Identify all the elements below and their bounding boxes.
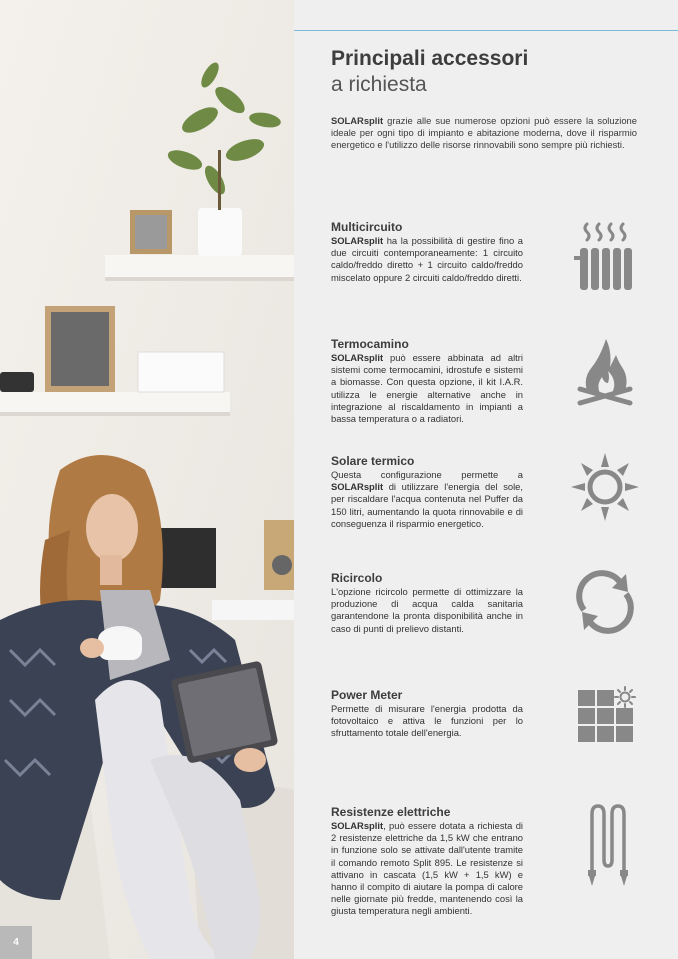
section-title: Resistenze elettriche [331, 805, 451, 819]
fireplace-icon [570, 333, 640, 413]
section-multicircuito [331, 220, 523, 284]
section-solare-termico [331, 454, 523, 530]
section-resistenze-elettriche [331, 805, 523, 918]
section-termocamino [331, 337, 523, 425]
page-number: 4 [0, 926, 32, 959]
intro-paragraph: SOLARsplit grazie alle sue numerose opzioni può essere la soluzione ideale per ogni tipo di impianto e abitazione moderna, dove il risparmio energetico e l'utilizzo delle risorse rinnovabili sono sempre più richiesti. [331, 115, 637, 151]
section-title: Termocamino [331, 337, 409, 351]
sun-icon [570, 447, 640, 527]
content-column [294, 0, 678, 959]
page-title [331, 46, 528, 98]
page-title-line2: a richiesta [331, 73, 427, 96]
section-text: SOLARsplit può essere abbinata ad altri sistemi come termocamini, idrostufe e sistemi a biomasse. Con questa opzione, il kit I.A.R. utilizza le energie alternative anche in integrazione al riscaldamento in impianti a bassa temperatura o a radiatori. [331, 352, 523, 425]
section-title: Multicircuito [331, 220, 403, 234]
radiator-icon [570, 218, 640, 298]
solar-panel-icon [570, 680, 640, 760]
recirculation-icon [570, 562, 640, 642]
heating-element-icon [570, 800, 640, 890]
section-text: L'opzione ricircolo permette di ottimizzare la produzione di acqua calda sanitaria garantendone la pronta disponibilità anche in caso di punti di prelievo distanti. [331, 586, 523, 634]
section-text: Questa configurazione permette a SOLARsplit di utilizzare l'energia del sole, per riscaldare l'acqua contenuta nel Puffer da 150 litri, aumentando la quota rinnovabile e di conseguenza il risparmio energetico. [331, 469, 523, 529]
section-ricircolo [331, 571, 523, 635]
section-text: SOLARsplit ha la possibilità di gestire fino a due circuiti contemporaneamente: 1 circuito caldo/freddo diretto + 1 circuito caldo/freddo miscelato oppure 2 circuiti caldo/freddo diretti. [331, 235, 523, 283]
section-text: SOLARsplit, può essere dotata a richiesta di 2 resistenze elettriche da 1,5 kW che entrano in funzione solo se attivate dall'utente tramite il comando remoto Split 895. Le resistenze si attivano in cascata (1,5 kW + 1,5 kW) e hanno il compito di aiutare la pompa di calore nelle giornate più fredde, mantenendo così la giusta temperatura negli ambienti. [331, 820, 523, 917]
section-title: Power Meter [331, 688, 403, 702]
section-power-meter [331, 688, 523, 740]
brand-name: SOLARsplit [331, 115, 384, 126]
lifestyle-photo [0, 0, 294, 959]
page-title-line1: Principali accessori [331, 47, 529, 70]
section-title: Solare termico [331, 454, 415, 468]
section-title: Ricircolo [331, 571, 383, 585]
section-text: Permette di misurare l'energia prodotta da fotovoltaico e attiva le funzioni per lo sfruttamento totale dell'energia. [331, 703, 523, 739]
